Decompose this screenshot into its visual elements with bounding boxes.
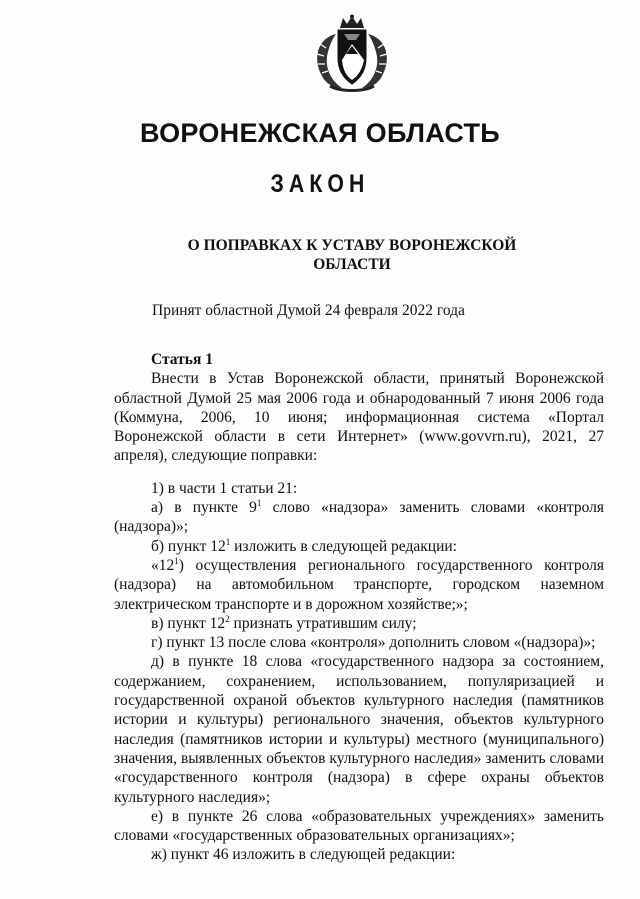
amendment-subitem-v: в) пункт $12^2$ признать утратившим силу; bbox=[151, 613, 417, 632]
document-body bbox=[114, 350, 604, 865]
article-heading: Статья 1 bbox=[151, 351, 213, 368]
law-subject-line: ОБЛАСТИ bbox=[313, 256, 391, 273]
amendment-subitem-b: б) пункт $12^1$ изложить в следующей редакции: bbox=[151, 536, 457, 555]
law-subject-line: О ПОПРАВКАХ К УСТАВУ ВОРОНЕЖСКОЙ bbox=[187, 237, 517, 254]
amendment-item-1: 1) в части 1 статьи 21: bbox=[151, 479, 298, 497]
article-intro: Внести в Устав Воронежской области, принятый Воронежской областной Думой 25 мая 2006 года и обнародованный 7 июня 2006 года (Коммуна, 2006, 10 июня; информационная система «Портал Воронежской области в сети Интернет» (www.govvrn.ru), 2021, 27 апреля), следующие поправки: bbox=[114, 370, 604, 465]
region-title: ВОРОНЕЖСКАЯ ОБЛАСТЬ bbox=[139, 118, 501, 148]
coat-of-arms-icon bbox=[306, 14, 398, 94]
amendment-subitem-zh: ж) пункт 46 изложить в следующей редакции: bbox=[151, 846, 456, 864]
amendment-subitem-d: д) в пункте 18 слова «государственного надзора за состоянием, содержанием, сохранением, использованием, популяризацией и государственной охраной объектов культурного наследия (памятников истории и культуры) регионального значения, объектов культурного наследия (памятников истории и культуры) местного (муниципального) значения, выявленных объектов культурного наследия» заменить словами «государственного контроля (надзора) в сфере охраны объектов культурного наследия»; bbox=[114, 653, 604, 806]
amendment-subitem-g: г) пункт 13 после слова «контроля» дополнить словом «(надзора)»; bbox=[151, 634, 596, 652]
document-type-title: ЗАКОН bbox=[270, 170, 370, 198]
amendment-quote-b: «$12^1$) осуществления регионального государственного контроля (надзора) на автомобильном транспорте, городском наземном электрическом транспорте и в дорожном хозяйстве;»; bbox=[114, 555, 604, 613]
adoption-note: Принят областной Думой 24 февраля 2022 года bbox=[152, 302, 465, 319]
amendment-subitem-e: е) в пункте 26 слова «образовательных учреждениях» заменить словами «государственных образовательных организациях»; bbox=[114, 807, 604, 845]
amendment-subitem-a: а) в пункте $9^1$ слово «надзора» заменить словами «контроля (надзора)»; bbox=[114, 497, 604, 536]
law-subject bbox=[160, 236, 544, 274]
